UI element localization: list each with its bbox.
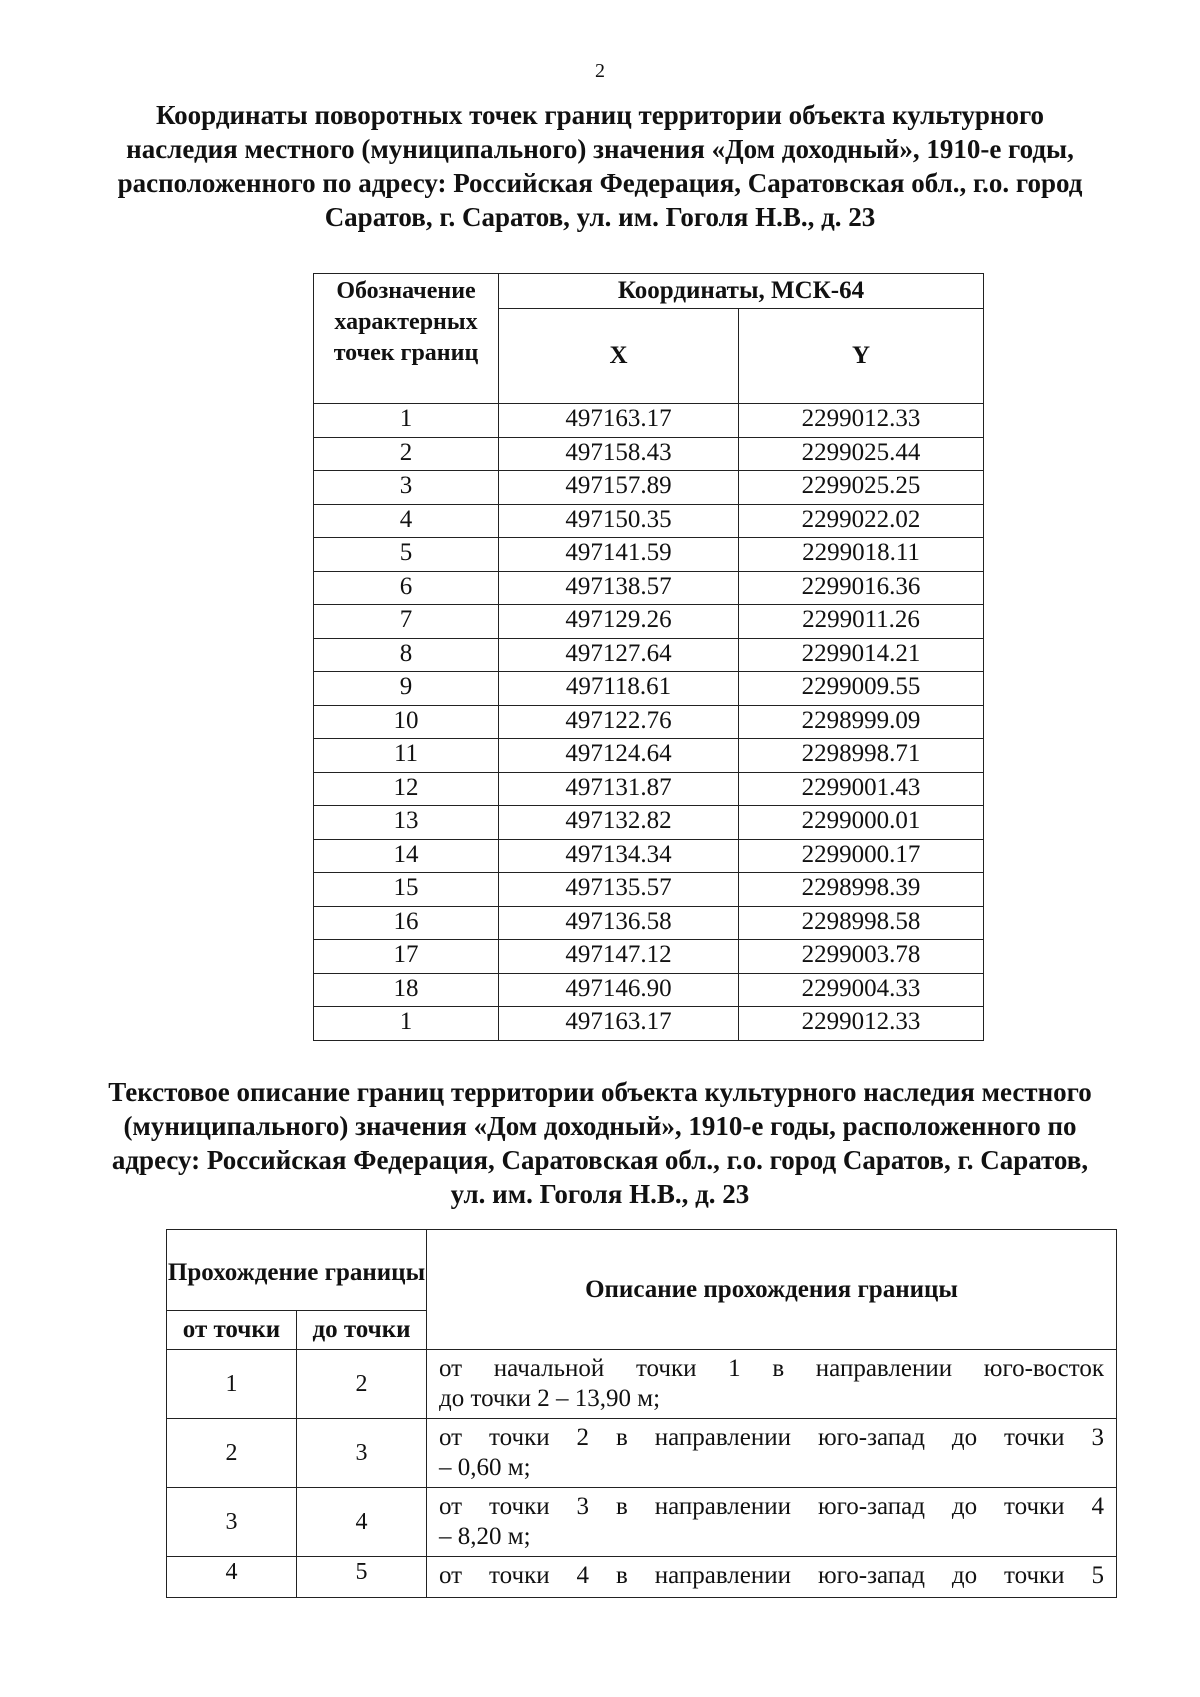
- description-line-2: – 8,20 м;: [439, 1523, 531, 1550]
- cell-to-point: 5: [297, 1557, 427, 1598]
- cell-point: 1: [314, 404, 499, 438]
- cell-point: 10: [314, 705, 499, 739]
- description-title: Текстовое описание границ территории объекта культурного наследия местного (муниципального) значения «Дом доходный», 1910-е годы, расположенного по адресу: Российская Федерация, Саратовская обл., г.о. город Саратов, г. Саратов, ул. им. Гоголя Н.В., д. 23: [108, 1077, 1092, 1209]
- cell-y: 2298998.58: [739, 906, 984, 940]
- cell-point: 15: [314, 873, 499, 907]
- cell-y: 2299000.01: [739, 806, 984, 840]
- cell-to-point: 2: [297, 1350, 427, 1419]
- cell-y: 2298998.39: [739, 873, 984, 907]
- cell-y: 2299025.25: [739, 471, 984, 505]
- cell-x: 497138.57: [499, 571, 739, 605]
- table-row: [314, 538, 984, 572]
- table-row: [314, 806, 984, 840]
- cell-x: 497129.26: [499, 605, 739, 639]
- table-row: [167, 1419, 1117, 1488]
- cell-point: 17: [314, 940, 499, 974]
- cell-x: 497150.35: [499, 504, 739, 538]
- cell-from-point: 3: [167, 1488, 297, 1557]
- table-row: [314, 940, 984, 974]
- cell-y: 2299001.43: [739, 772, 984, 806]
- cell-point: 18: [314, 973, 499, 1007]
- cell-description: [427, 1350, 1117, 1419]
- cell-y: 2299004.33: [739, 973, 984, 1007]
- header-description: Описание прохождения границы: [427, 1230, 1117, 1350]
- table-row: [314, 705, 984, 739]
- table-row: [314, 873, 984, 907]
- table-row: [167, 1488, 1117, 1557]
- cell-y: 2299016.36: [739, 571, 984, 605]
- cell-x: 497122.76: [499, 705, 739, 739]
- header-point-designation: Обозначение характерных точек границ: [314, 274, 499, 404]
- cell-x: 497163.17: [499, 1007, 739, 1041]
- description-line-1: от точки 2 в направлении юго-запад до точки 3: [439, 1424, 1105, 1451]
- cell-x: 497135.57: [499, 873, 739, 907]
- cell-x: 497157.89: [499, 471, 739, 505]
- cell-from-point: 4: [167, 1557, 297, 1598]
- cell-y: 2299011.26: [739, 605, 984, 639]
- cell-point: 5: [314, 538, 499, 572]
- cell-y: 2299000.17: [739, 839, 984, 873]
- cell-x: 497158.43: [499, 437, 739, 471]
- cell-to-point: 3: [297, 1419, 427, 1488]
- table-row: [314, 605, 984, 639]
- cell-point: 9: [314, 672, 499, 706]
- table-row: [314, 672, 984, 706]
- header-y: Y: [739, 309, 984, 404]
- table-row: [314, 1007, 984, 1041]
- description-line-1: от начальной точки 1 в направлении юго-восток: [439, 1355, 1105, 1382]
- cell-y: 2299014.21: [739, 638, 984, 672]
- cell-y: 2299022.02: [739, 504, 984, 538]
- table-row: [314, 839, 984, 873]
- cell-y: 2298998.71: [739, 739, 984, 773]
- description-line-2: – 0,60 м;: [439, 1454, 531, 1481]
- table-row: [314, 504, 984, 538]
- cell-point: 14: [314, 839, 499, 873]
- cell-y: 2299012.33: [739, 1007, 984, 1041]
- cell-point: 13: [314, 806, 499, 840]
- header-x: X: [499, 309, 739, 404]
- cell-y: 2299009.55: [739, 672, 984, 706]
- description-line-2: до точки 2 – 13,90 м;: [439, 1385, 661, 1412]
- cell-x: 497124.64: [499, 739, 739, 773]
- cell-x: 497141.59: [499, 538, 739, 572]
- cell-point: 16: [314, 906, 499, 940]
- cell-y: 2299003.78: [739, 940, 984, 974]
- cell-point: 6: [314, 571, 499, 605]
- boundary-description-table: [166, 1229, 1117, 1598]
- cell-point: 1: [314, 1007, 499, 1041]
- description-line-1: от точки 3 в направлении юго-запад до точки 4: [439, 1493, 1105, 1520]
- cell-y: 2298999.09: [739, 705, 984, 739]
- cell-x: 497132.82: [499, 806, 739, 840]
- cell-point: 2: [314, 437, 499, 471]
- header-to-point: до точки: [297, 1311, 427, 1350]
- page-number: 2: [595, 60, 605, 82]
- table-row: [314, 739, 984, 773]
- cell-description: [427, 1488, 1117, 1557]
- cell-point: 7: [314, 605, 499, 639]
- cell-point: 3: [314, 471, 499, 505]
- table-row: [314, 404, 984, 438]
- cell-y: 2299025.44: [739, 437, 984, 471]
- table-row: [314, 437, 984, 471]
- coordinates-title: Координаты поворотных точек границ территории объекта культурного наследия местного (муниципального) значения «Дом доходный», 1910-е годы, расположенного по адресу: Российская Федерация, Саратовская обл., г.о. город Саратов, г. Саратов, ул. им. Гоголя Н.В., д. 23: [117, 100, 1083, 232]
- header-coordinates: Координаты, МСК-64: [499, 274, 984, 309]
- description-body: [167, 1350, 1117, 1598]
- cell-x: 497136.58: [499, 906, 739, 940]
- coordinates-body: [314, 404, 984, 1041]
- cell-description: [427, 1557, 1117, 1598]
- cell-point: 12: [314, 772, 499, 806]
- table-row: [314, 973, 984, 1007]
- cell-x: 497163.17: [499, 404, 739, 438]
- cell-x: 497127.64: [499, 638, 739, 672]
- cell-y: 2299018.11: [739, 538, 984, 572]
- cell-x: 497146.90: [499, 973, 739, 1007]
- header-from-point: от точки: [167, 1311, 297, 1350]
- table-row: [314, 571, 984, 605]
- cell-from-point: 2: [167, 1419, 297, 1488]
- cell-point: 8: [314, 638, 499, 672]
- cell-x: 497134.34: [499, 839, 739, 873]
- cell-point: 4: [314, 504, 499, 538]
- table-row: [314, 638, 984, 672]
- cell-description: [427, 1419, 1117, 1488]
- description-line-1: от точки 4 в направлении юго-запад до точки 5: [439, 1562, 1105, 1589]
- table-row: [167, 1350, 1117, 1419]
- cell-x: 497131.87: [499, 772, 739, 806]
- cell-point: 11: [314, 739, 499, 773]
- table-row: [314, 471, 984, 505]
- cell-from-point: 1: [167, 1350, 297, 1419]
- cell-x: 497147.12: [499, 940, 739, 974]
- cell-y: 2299012.33: [739, 404, 984, 438]
- cell-x: 497118.61: [499, 672, 739, 706]
- table-row: [314, 772, 984, 806]
- table-row: [314, 906, 984, 940]
- coordinates-table: [313, 273, 984, 1041]
- header-boundary-passage: Прохождение границы: [167, 1230, 427, 1311]
- table-row: [167, 1557, 1117, 1598]
- cell-to-point: 4: [297, 1488, 427, 1557]
